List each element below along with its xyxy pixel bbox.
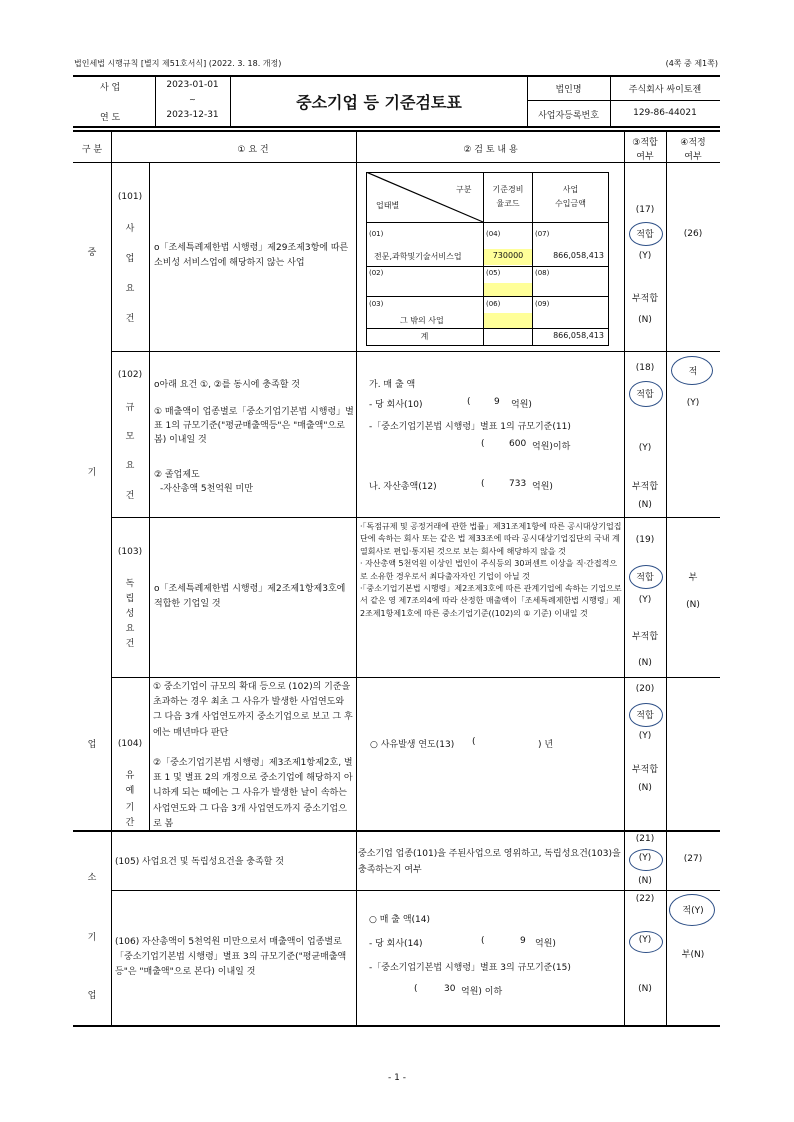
row104-char: 예: [125, 786, 135, 796]
row102-rev-1: 가. 매 출 액: [369, 380, 416, 390]
row103-code: (103): [117, 547, 143, 557]
category-char-eop2: 업: [87, 991, 97, 1001]
cell-code: (04): [486, 230, 501, 238]
row102-req-2: ① 매출액이 업종별로「중소기업기본법 시행령」별표 1의 규모기준("평균매출액등"은 "매출액"으로 봄) 이내일 것: [154, 407, 354, 445]
col-fit3-line1: ③적합: [632, 138, 658, 148]
table-header-code-2: 율코드: [496, 199, 520, 208]
total-label: 계: [420, 332, 429, 341]
category-char-jung: 중: [87, 248, 97, 258]
fit-code: (19): [635, 535, 655, 545]
industry-name: 전문,과학및기술서비스업: [374, 252, 462, 261]
fiscal-year-label-1: 사 업: [100, 83, 121, 93]
cell-code: (05): [486, 269, 501, 277]
paren: (: [467, 397, 471, 407]
fiscal-year-label-2: 연 도: [100, 113, 121, 123]
row101-char: 업: [125, 254, 135, 264]
unit: ) 년: [538, 740, 554, 750]
fit-n: (N): [638, 783, 652, 793]
period-end: 2023-12-31: [166, 110, 219, 120]
page-title: 중소기업 등 기준검토표: [296, 93, 462, 112]
row104-char: 유: [125, 771, 135, 781]
row101-requirement: ο「조세특례제한법 시행령」제29조제3항에 따른 소비성 서비스업에 해당하지 않는 사업: [154, 243, 349, 268]
fit-yes: 적합: [636, 573, 654, 583]
appropriate-no: 부(N): [681, 950, 705, 960]
col-fit4-line2: 여부: [684, 152, 702, 162]
table-header-gubun: 구분: [456, 185, 472, 194]
row105-review: 중소기업 업종(101)을 주된사업으로 영위하고, 독립성요건(103)을 충족하는지 여부: [358, 849, 621, 875]
page-number: - 1 -: [388, 1073, 406, 1083]
form-reference: 법인세법 시행규칙 [별지 제51호서식] (2022. 3. 18. 개정): [74, 59, 282, 68]
row101-char: 요: [125, 284, 135, 294]
other-business: 그 밖의 사업: [400, 316, 444, 325]
unit: 억원)이하: [532, 442, 571, 452]
table-header-revenue-1: 사업: [562, 185, 579, 194]
fit-yes: 적합: [636, 390, 654, 400]
row101-char: 건: [125, 314, 135, 324]
unit: 억원) 이하: [461, 987, 503, 997]
unit: 억원): [532, 482, 553, 492]
col-review: ② 검 토 내 용: [463, 145, 518, 155]
row102-rev-4-value: 733: [509, 479, 527, 489]
row102-req-4: -자산총액 5천억원 미만: [160, 484, 253, 494]
row103-review: [360, 521, 622, 620]
row101-char: 사: [125, 224, 135, 234]
row103-char: 립: [125, 594, 135, 604]
row106-requirement: (106) 자산총액이 5천억원 미만으로서 매출액이 업종별로「중소기업기본법 시행령」별표 3의 규모기준("평균매출액등"은 "매출액"으로 본다) 이내일 것: [115, 937, 347, 977]
unit: 억원): [511, 400, 532, 410]
row102-rev-3: -「중소기업기본법 시행령」별표 1의 규모기준(11): [369, 422, 571, 432]
row102-code: (102): [117, 370, 143, 380]
period-tilde: ~: [189, 95, 196, 104]
row104-req-1: ① 중소기업이 규모의 확대 등으로 (102)의 기준을 초과하는 경우 최초 그 사유가 발생한 사업연도와 그 다음 3개 사업연도까지 중소기업으로 보고 그 후에는 매년마다 판단: [153, 682, 353, 738]
biz-no-label: 사업자등록번호: [538, 111, 599, 121]
row102-char: 요: [125, 461, 135, 471]
industry-revenue: 866,058,413: [553, 251, 604, 260]
col-requirement: ① 요 건: [237, 145, 269, 155]
appropriate-code: (26): [683, 229, 703, 239]
row102-rev-4: 나. 자산총액(12): [369, 482, 437, 492]
row103-char: 건: [125, 639, 135, 649]
total-revenue: 866,058,413: [553, 331, 604, 340]
cell-code: (09): [535, 300, 550, 308]
row103-review-1: ·「독점규제 및 공정거래에 관한 법률」제31조제1항에 따른 공시대상기업집단에 속하는 회사 또는 같은 법 제33조에 따라 공시대상기업집단의 국내 계열회사로 편입·통지된 것으로 보는 회사에 해당하지 않을 것: [360, 522, 622, 556]
fit-y: (Y): [638, 595, 652, 605]
unit: 억원): [535, 939, 556, 949]
fit-n: (N): [638, 500, 652, 510]
row102-char: 건: [125, 491, 135, 501]
category-char-gi: 기: [87, 468, 97, 478]
period-start: 2023-01-01: [166, 80, 219, 90]
col-category: 구 분: [81, 145, 103, 155]
row102-rev-2: - 당 회사(10): [369, 400, 423, 410]
fit-y: (Y): [638, 251, 652, 261]
fit-y: (Y): [638, 731, 652, 741]
fit-y: (Y): [638, 443, 652, 453]
row103-review-2: · 자산총액 5천억원 이상인 법인이 주식등의 30퍼센트 이상을 직·간접적으로 소유한 경우로서 최다출자자인 기업이 아닐 것: [360, 559, 618, 581]
row102-req-3: ② 졸업제도: [154, 470, 200, 480]
fit-y: (Y): [638, 935, 652, 945]
corp-name-label: 법인명: [555, 85, 582, 95]
cell-code: (02): [369, 269, 384, 277]
row104-char: 기: [125, 803, 135, 813]
row103-char: 요: [125, 624, 135, 634]
category-char-eop: 업: [87, 740, 97, 750]
row106-rev-3: -「중소기업기본법 시행령」별표 3의 규모기준(15): [369, 963, 571, 973]
fit-n: (N): [638, 658, 652, 668]
appropriate-y: (Y): [686, 398, 700, 408]
appropriate-no: 부: [688, 573, 698, 583]
col-fit4-line1: ④적정: [680, 138, 706, 148]
fit-no: 부적합: [631, 294, 659, 304]
table-header-revenue-2: 수입금액: [555, 199, 586, 208]
row103-char: 성: [125, 609, 135, 619]
table-header-industry: 업태별: [376, 201, 400, 210]
appropriate-code: (27): [683, 854, 703, 864]
row106-rev-3-value: 30: [444, 984, 456, 994]
row102-rev-2-value: 9: [494, 397, 500, 407]
paren: (: [481, 439, 485, 449]
row104-req-2: ②「중소기업기본법 시행령」제3조제1항제2호, 별표 1 및 별표 2의 개정으로 중소기업에 해당하지 아니하게 되는 때에는 그 사유가 발생한 날이 속하는 사업연도와 그 다음 3개 사업연도까지 중소기업으로 봄: [153, 758, 353, 829]
row102-char: 규: [125, 403, 135, 413]
corp-name: 주식회사 싸이토젠: [628, 85, 702, 95]
fit-n: (N): [638, 984, 652, 994]
row104-char: 간: [125, 818, 135, 828]
cell-code: (07): [535, 230, 550, 238]
cell-code: (03): [369, 300, 384, 308]
industry-code: 730000: [492, 251, 524, 260]
paren: (: [481, 936, 485, 946]
paren: (: [481, 479, 485, 489]
fit-y: (Y): [638, 853, 652, 863]
fit-no: 부적합: [631, 765, 659, 775]
col-fit3-line2: 여부: [636, 152, 654, 162]
fit-code: (18): [635, 363, 655, 373]
fit-code: (21): [635, 834, 655, 844]
cell-code: (08): [535, 269, 550, 277]
fit-yes: 적합: [636, 230, 654, 240]
row103-requirement: ο「조세특례제한법 시행령」제2조제1항제3호에 적합한 기업일 것: [154, 584, 346, 609]
row106-rev-2-value: 9: [520, 936, 526, 946]
diagonal-line: [366, 172, 484, 223]
row104-review: ○ 사유발생 연도(13): [370, 740, 455, 750]
row101-code: (101): [117, 192, 143, 202]
appropriate-n: (N): [686, 600, 700, 610]
row104-code: (104): [117, 739, 143, 749]
fit-no: 부적합: [631, 482, 659, 492]
fit-no: 부적합: [631, 632, 659, 642]
fit-code: (17): [635, 205, 655, 215]
category-char-gi2: 기: [87, 933, 97, 943]
row103-char: 독: [125, 579, 135, 589]
paren: (: [414, 984, 418, 994]
fit-n: (N): [638, 315, 652, 325]
row106-rev-1: ○ 매 출 액(14): [369, 915, 430, 925]
paren: (: [472, 737, 476, 747]
row102-char: 모: [125, 432, 135, 442]
appropriate-yes: 적: [688, 367, 698, 377]
row106-rev-2: - 당 회사(14): [369, 939, 423, 949]
appropriate-yes: 적(Y): [682, 906, 704, 916]
industry-table: [366, 172, 609, 346]
fit-code: (20): [635, 684, 655, 694]
page-reference: (4쪽 중 제1쪽): [665, 59, 718, 68]
row103-review-3: ·「중소기업기본법 시행령」제2조제3호에 따른 관계기업에 속하는 기업으로서 같은 영 제7조의4에 따라 산정한 매출액이「조세특례제한법 시행령」제2조제1항제1호에 따른 중소기업기준((102)의 ① 기준) 이내일 것: [360, 584, 622, 618]
fit-n: (N): [638, 876, 652, 886]
fit-yes: 적합: [636, 711, 654, 721]
row102-req-1: ο아래 요건 ①, ②를 동시에 충족할 것: [154, 380, 300, 390]
row102-rev-3-value: 600: [509, 439, 527, 449]
category-char-so: 소: [87, 873, 97, 883]
table-header-code-1: 기준경비: [492, 185, 524, 194]
fit-code: (22): [635, 894, 655, 904]
cell-code: (06): [486, 300, 501, 308]
biz-no: 129-86-44021: [633, 108, 697, 118]
row105-requirement: (105) 사업요건 및 독립성요건을 충족할 것: [115, 857, 284, 867]
cell-code: (01): [369, 230, 384, 238]
